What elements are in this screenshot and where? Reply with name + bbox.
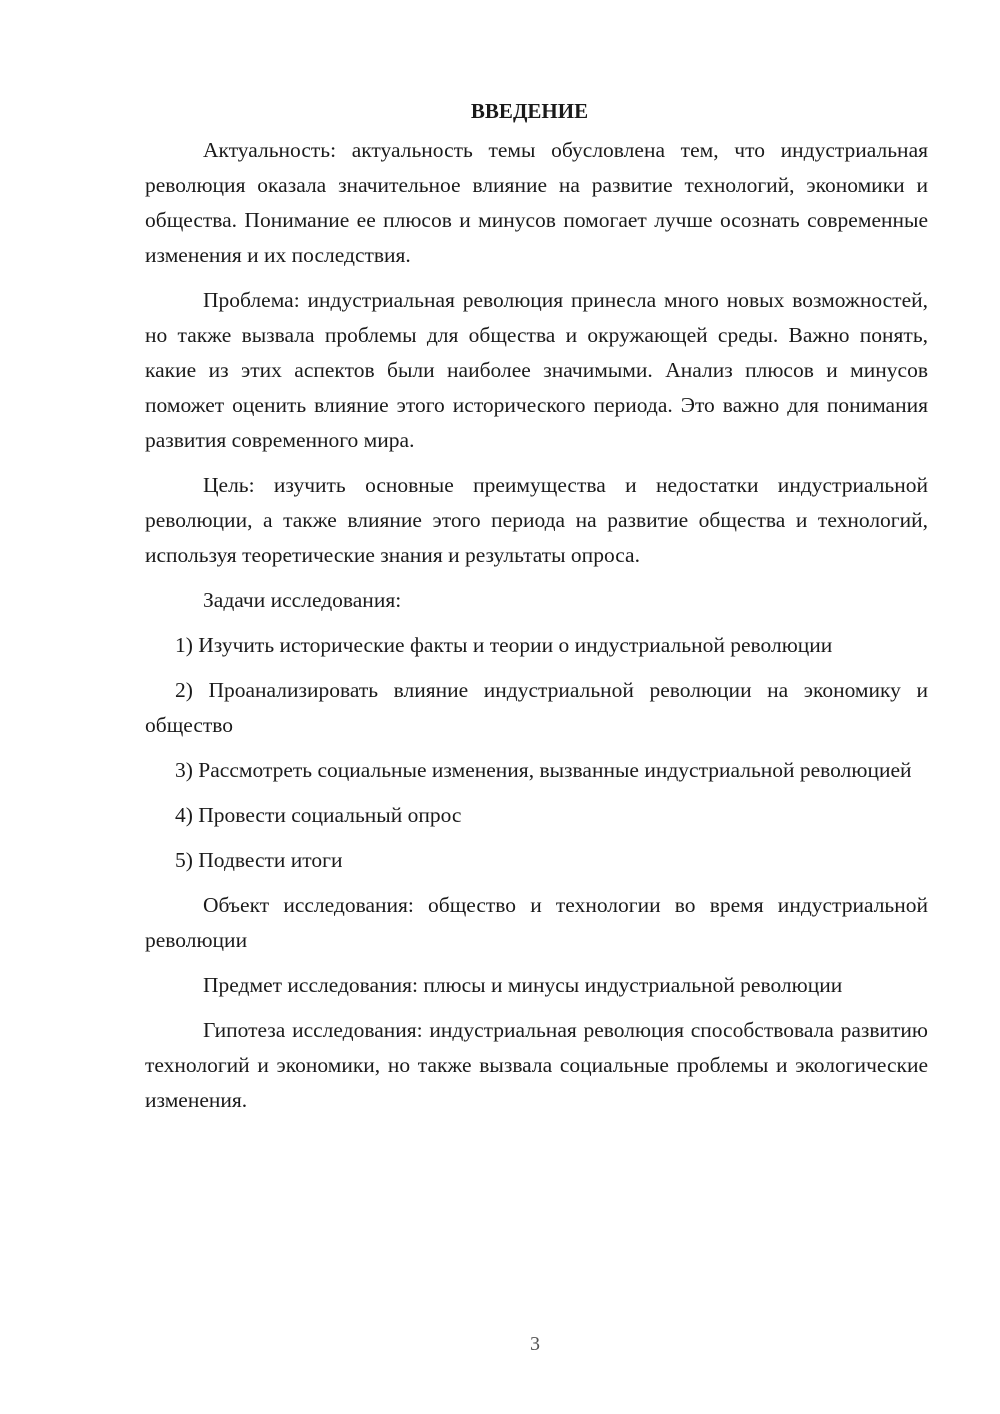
document-page [145, 94, 928, 1128]
page-title: ВВЕДЕНИЕ [470, 99, 589, 123]
list-item: 2) Проанализировать влияние индустриальной революции на экономику и общество [145, 678, 928, 737]
list-item: 5) Подвести итоги [175, 848, 343, 872]
paragraph-goal: Цель: изучить основные преимущества и недостатки индустриальной революции, а также влияние этого периода на развитие общества и технологий, используя теоретические знания и результаты опроса. [145, 473, 928, 567]
paragraph-hypothesis: Гипотеза исследования: индустриальная революция способствовала развитию технологий и экономики, но также вызвала социальные проблемы и экологические изменения. [145, 1018, 928, 1112]
list-item: 3) Рассмотреть социальные изменения, вызванные индустриальной революцией [175, 758, 912, 782]
paragraph-object: Объект исследования: общество и технологии во время индустриальной революции [145, 893, 928, 952]
list-item: 1) Изучить исторические факты и теории о индустриальной революции [175, 633, 833, 657]
list-item: 4) Провести социальный опрос [175, 803, 462, 827]
paragraph-tasks-heading: Задачи исследования: [203, 588, 402, 612]
page-number: 3 [530, 1333, 540, 1355]
paragraph-relevance: Актуальность: актуальность темы обусловлена тем, что индустриальная революция оказала значительное влияние на развитие технологий, экономики и общества. Понимание ее плюсов и минусов помогает лучше осознать современные изменения и их последствия. [145, 138, 928, 267]
paragraph-problem: Проблема: индустриальная революция принесла много новых возможностей, но также вызвала проблемы для общества и окружающей среды. Важно понять, какие из этих аспектов были наиболее значимыми. Анализ плюсов и минусов поможет оценить влияние этого исторического периода. Это важно для понимания развития современного мира. [145, 288, 928, 452]
paragraph-subject: Предмет исследования: плюсы и минусы индустриальной революции [203, 973, 843, 997]
